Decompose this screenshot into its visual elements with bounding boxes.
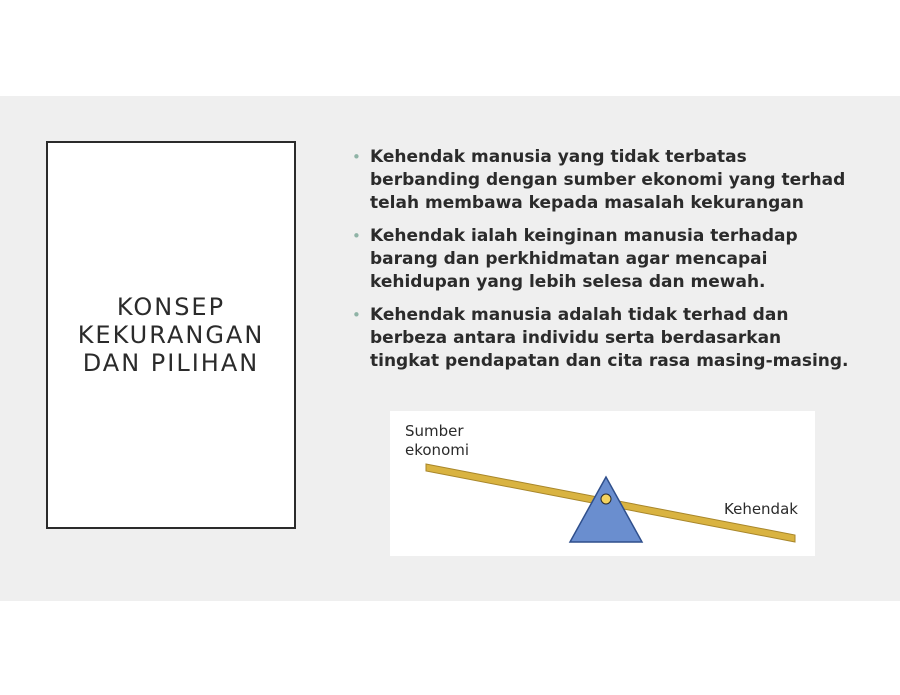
seesaw-figure <box>390 411 815 556</box>
bullet-dot-icon: • <box>352 148 361 166</box>
bullet-dot-icon: • <box>352 306 361 324</box>
label-sumber-line2: ekonomi <box>405 441 470 459</box>
bullet-list <box>350 146 850 383</box>
bullet-item <box>350 146 850 215</box>
pivot-circle <box>601 494 611 504</box>
title-box <box>46 141 296 529</box>
label-kehendak: Kehendak <box>724 500 798 518</box>
label-sumber-line1: Sumber <box>405 422 464 440</box>
bullet-text: Kehendak manusia yang tidak terbatas berbanding dengan sumber ekonomi yang terhad telah membawa kepada masalah kekurangan <box>370 147 846 213</box>
label-sumber-ekonomi <box>405 422 469 460</box>
bullet-item <box>350 304 850 373</box>
bullet-item <box>350 225 850 294</box>
bullet-text: Kehendak ialah keinginan manusia terhadap barang dan perkhidmatan agar mencapai kehidupan yang lebih selesa dan mewah. <box>370 226 798 292</box>
slide-title: KONSEP KEKURANGAN DAN PILIHAN <box>77 293 265 377</box>
bullet-dot-icon: • <box>352 227 361 245</box>
bullet-text: Kehendak manusia adalah tidak terhad dan berbeza antara individu serta berdasarkan tingkat pendapatan dan cita rasa masing-masing. <box>370 305 849 371</box>
